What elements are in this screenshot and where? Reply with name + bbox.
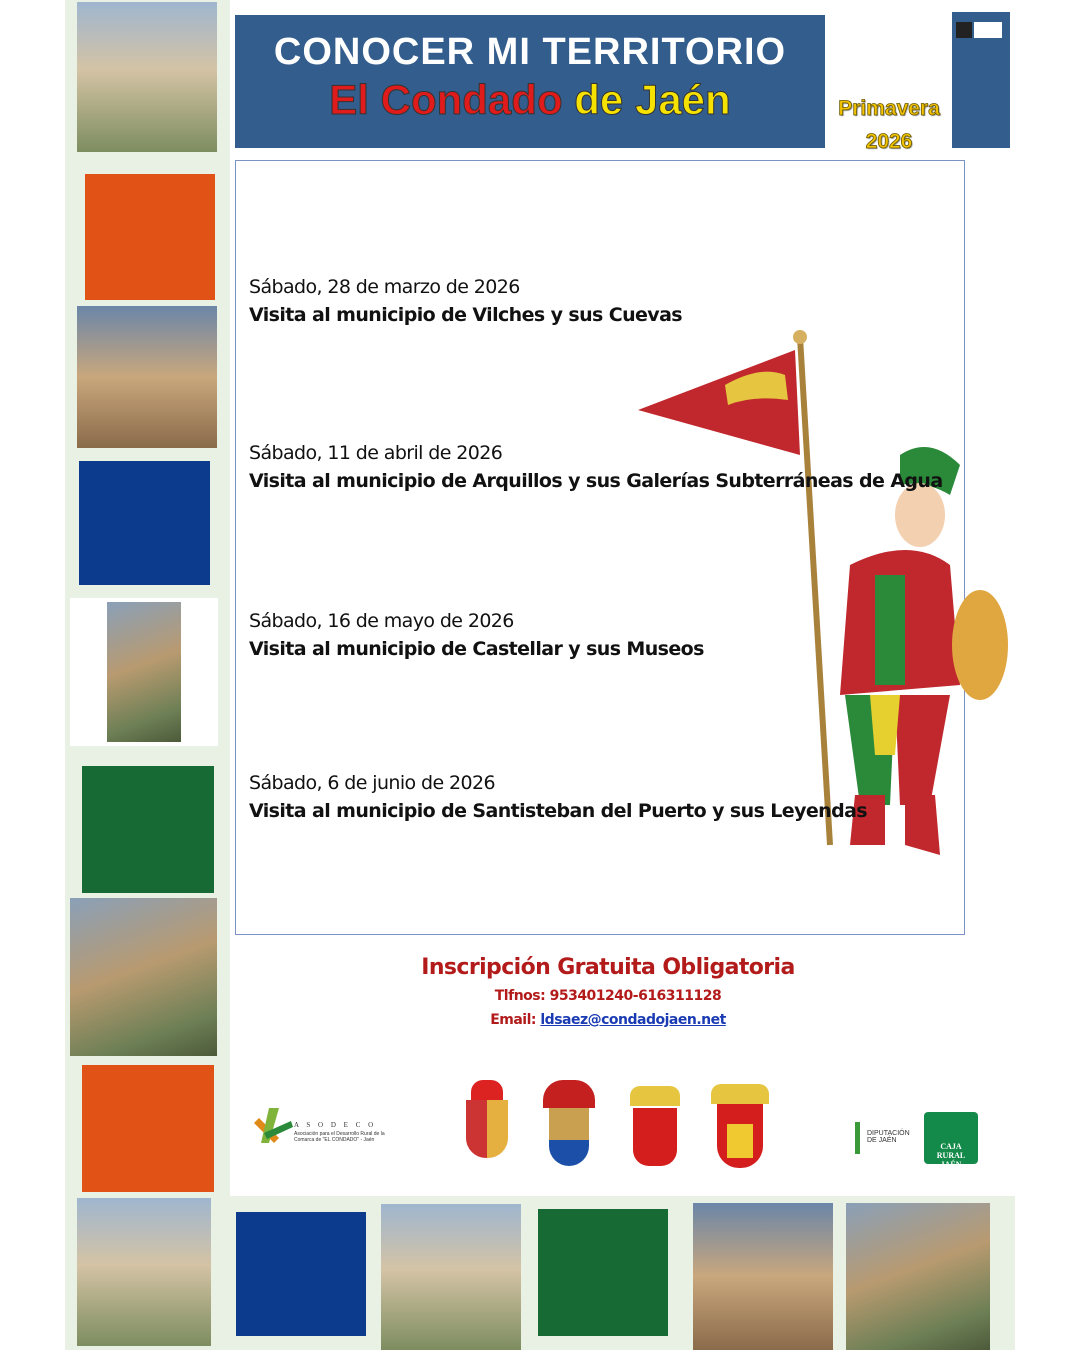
coat-of-arms-vilches bbox=[466, 1100, 508, 1158]
photo-collage-caves bbox=[77, 306, 217, 448]
photo-collage-reservoir bbox=[77, 1198, 211, 1346]
orange-block bbox=[85, 174, 215, 300]
diputacion-j-icon bbox=[855, 1122, 860, 1154]
green-block bbox=[82, 766, 214, 893]
event-title: Visita al municipio de Santisteban del Puerto y sus Leyendas bbox=[249, 800, 868, 822]
title-jaen: de Jaén bbox=[574, 76, 731, 123]
title-line1: CONOCER MI TERRITORIO bbox=[273, 31, 787, 73]
crown-icon bbox=[471, 1080, 503, 1100]
phones-label: Tlfnos: bbox=[494, 988, 546, 1004]
registration-heading: Inscripción Gratuita Obligatoria bbox=[421, 955, 795, 980]
crown-icon bbox=[630, 1086, 680, 1106]
title-banner bbox=[235, 15, 825, 148]
logo-small-white bbox=[974, 22, 1002, 38]
title-condado: El Condado bbox=[329, 76, 563, 123]
sketch-frame bbox=[70, 598, 218, 746]
season-year: 2026 bbox=[865, 130, 913, 153]
castle-icon bbox=[727, 1124, 753, 1158]
diputacion-logo bbox=[855, 1110, 915, 1156]
email-link[interactable]: ldsaez@condadojaen.net bbox=[540, 1012, 726, 1028]
event-item bbox=[249, 772, 867, 822]
phone-numbers[interactable]: 953401240-616311128 bbox=[549, 988, 722, 1004]
caja-rural-logo bbox=[924, 1112, 978, 1169]
phones-line bbox=[235, 988, 981, 1004]
navy-block bbox=[236, 1212, 366, 1336]
asodeco-subtitle: Asociación para el Desarrollo Rural de la Comarca de "EL CONDADO" - Jaén bbox=[294, 1131, 385, 1143]
photo-collage-monuments bbox=[693, 1203, 833, 1350]
photo-collage-santisteban bbox=[846, 1203, 990, 1350]
caja-rural-name: CAJA RURAL JAÉN bbox=[936, 1142, 966, 1169]
asodeco-mark-icon bbox=[249, 1103, 293, 1147]
diputacion-name: DIPUTACIÓN DE JAÉN bbox=[867, 1130, 910, 1144]
photo-collage-vilches bbox=[77, 2, 217, 152]
asodeco-logo bbox=[249, 1103, 394, 1148]
crown-icon bbox=[711, 1084, 769, 1104]
event-title: Visita al municipio de Castellar y sus Museos bbox=[249, 638, 704, 660]
event-item bbox=[249, 610, 704, 660]
event-item bbox=[249, 276, 682, 326]
photo-collage-landscape bbox=[107, 602, 181, 742]
orange-block bbox=[82, 1065, 214, 1192]
event-date: Sábado, 6 de junio de 2026 bbox=[249, 772, 495, 794]
asodeco-name: A S O D E C O bbox=[294, 1121, 377, 1129]
event-date: Sábado, 16 de mayo de 2026 bbox=[249, 610, 514, 632]
logo-small-dark bbox=[956, 22, 972, 38]
registration-info bbox=[235, 955, 981, 1028]
event-title: Visita al municipio de Arquillos y sus Galerías Subterráneas de Agua bbox=[249, 470, 943, 492]
email-line bbox=[235, 1012, 981, 1028]
navy-block bbox=[79, 461, 210, 585]
crown-icon bbox=[543, 1080, 595, 1108]
coat-of-arms-castellar bbox=[633, 1108, 677, 1166]
season-text: Primavera bbox=[838, 97, 940, 120]
email-label: Email: bbox=[490, 1012, 536, 1028]
photo-collage-town bbox=[381, 1204, 521, 1350]
event-title: Visita al municipio de Vilches y sus Cuevas bbox=[249, 304, 683, 326]
photo-collage-castellar bbox=[70, 898, 217, 1056]
title-line2 bbox=[235, 76, 825, 124]
right-blue-panel bbox=[952, 12, 1010, 148]
event-item bbox=[249, 442, 943, 492]
season-label bbox=[825, 92, 953, 158]
coat-of-arms-santisteban bbox=[717, 1104, 763, 1168]
green-block bbox=[538, 1209, 668, 1336]
event-date: Sábado, 28 de marzo de 2026 bbox=[249, 276, 520, 298]
coat-of-arms-arquillos bbox=[549, 1108, 589, 1166]
event-date: Sábado, 11 de abril de 2026 bbox=[249, 442, 503, 464]
